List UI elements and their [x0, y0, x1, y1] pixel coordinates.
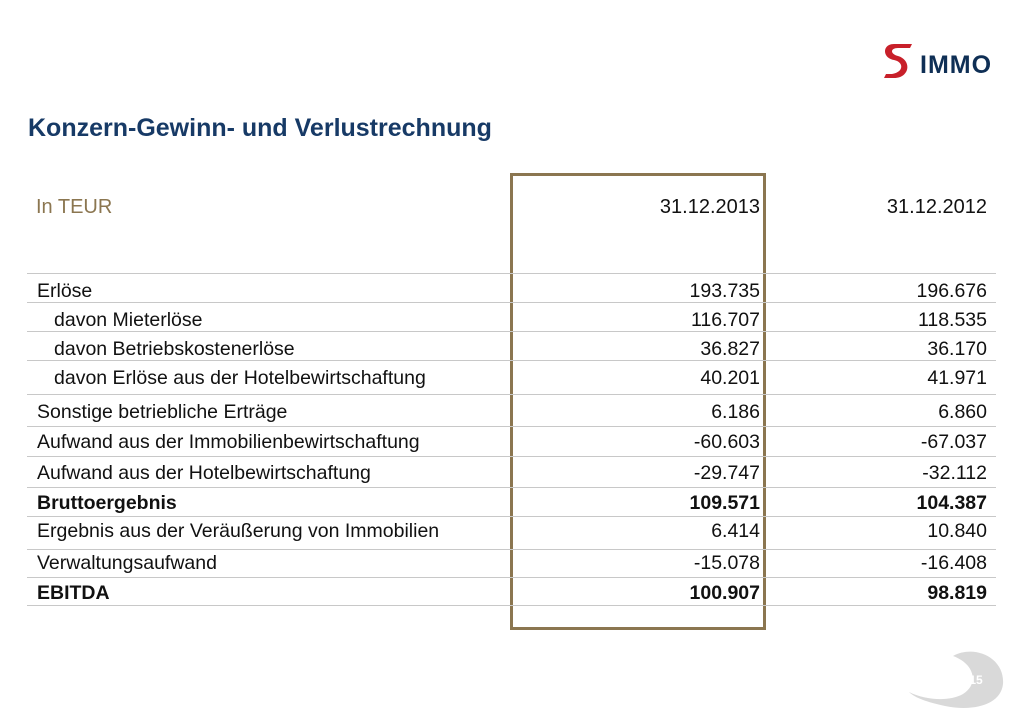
table-row [27, 331, 996, 361]
value-2012: 98.819 [927, 582, 987, 604]
row-label: Erlöse [37, 280, 93, 302]
value-2012: -32.112 [922, 462, 987, 484]
value-2012: 104.387 [916, 492, 987, 514]
value-2012: 6.860 [938, 401, 987, 423]
value-2012: 196.676 [916, 280, 987, 302]
value-2013: 193.735 [689, 280, 760, 302]
row-label: Aufwand aus der Immobilienbewirtschaftung [37, 431, 420, 453]
row-label: davon Mieterlöse [54, 309, 203, 331]
value-2013: -29.747 [693, 462, 760, 484]
value-2013: -15.078 [693, 552, 760, 574]
value-2012: -16.408 [920, 552, 987, 574]
table-row [27, 360, 996, 395]
value-2013: 6.414 [711, 520, 760, 542]
row-label: Ergebnis aus der Veräußerung von Immobilien [37, 520, 440, 542]
table-row [27, 302, 996, 332]
value-2013: 116.707 [690, 309, 760, 331]
unit-label: In TEUR [36, 196, 113, 218]
table-row [27, 426, 996, 457]
page-title: Konzern-Gewinn- und Verlustrechnung [28, 114, 492, 142]
value-2013: -60.603 [693, 431, 760, 453]
value-2012: 118.535 [917, 309, 987, 331]
row-label: Sonstige betriebliche Erträge [37, 401, 288, 423]
row-label: Aufwand aus der Hotelbewirtschaftung [37, 462, 371, 484]
value-2013: 100.907 [689, 582, 760, 604]
table-row [27, 273, 996, 303]
value-2012: -67.037 [920, 431, 987, 453]
value-2013: 40.201 [700, 367, 760, 389]
page-number: 15 [969, 673, 983, 687]
value-2013: 36.827 [700, 338, 760, 360]
table-row-subtotal [27, 487, 996, 517]
value-2012: 10.840 [927, 520, 987, 542]
row-label: EBITDA [37, 582, 110, 604]
table-row [27, 516, 996, 550]
row-label: davon Erlöse aus der Hotelbewirtschaftung [54, 367, 426, 389]
row-label: Bruttoergebnis [37, 492, 177, 514]
logo-wordmark: IMMO [920, 51, 993, 79]
row-label: davon Betriebskostenerlöse [54, 338, 295, 360]
value-2013: 109.571 [689, 492, 760, 514]
column-header-2012: 31.12.2012 [886, 196, 987, 218]
table-row [27, 456, 996, 488]
table-row [27, 394, 996, 427]
table-row [27, 549, 996, 578]
value-2013: 6.186 [711, 401, 760, 423]
table-bottom-rule [27, 605, 996, 606]
column-header-2013: 31.12.2013 [659, 196, 760, 218]
row-label: Verwaltungsaufwand [37, 552, 217, 574]
value-2012: 41.971 [927, 367, 987, 389]
value-2012: 36.170 [927, 338, 987, 360]
table-row-total [27, 577, 996, 606]
